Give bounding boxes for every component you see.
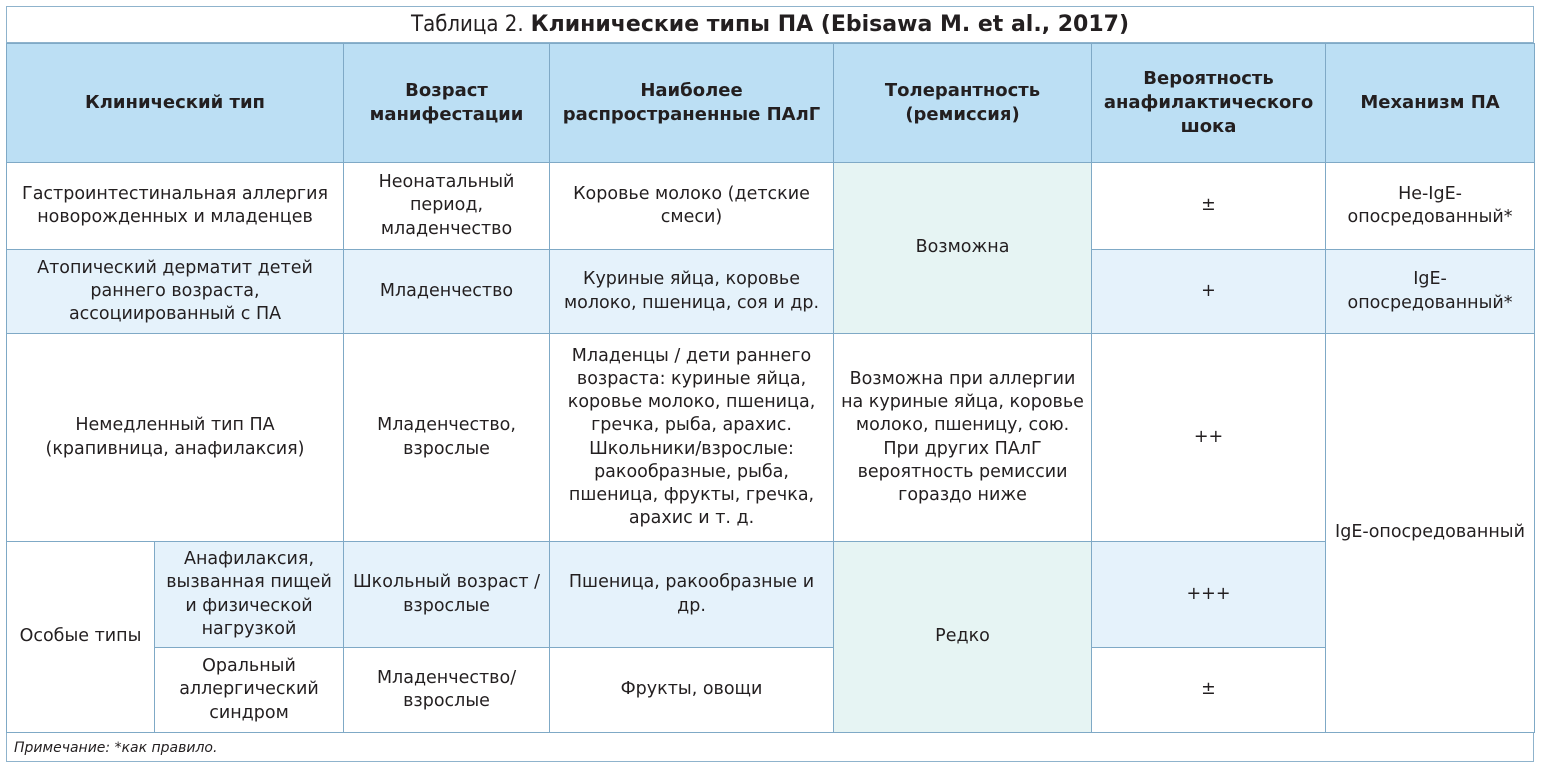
r4-allergens: Пшеница, ракообразные и др. — [550, 542, 834, 648]
r1-age: Неонатальный период, младенчество — [344, 163, 550, 250]
header-clinical-type: Клинический тип — [7, 44, 344, 163]
r2-type: Атопический дерматит детей раннего возраста, ассоциированный с ПА — [7, 250, 344, 334]
table-title-main: Клинические типы ПА (Ebisawa M. et al., 2017) — [530, 11, 1130, 37]
r1-allergens: Коровье молоко (детские смеси) — [550, 163, 834, 250]
r1-mechanism: Не-IgE-опосредованный* — [1326, 163, 1535, 250]
header-row — [7, 44, 1535, 163]
r2-age: Младенчество — [344, 250, 550, 334]
header-age: Возраст манифестации — [344, 44, 550, 163]
r2-allergens: Куриные яйца, коровье молоко, пшеница, соя и др. — [550, 250, 834, 334]
table-row — [7, 163, 1535, 250]
r3-allergens: Младенцы / дети раннего возраста: куриные яйца, коровье молоко, пшеница, гречка, рыба, арахис. Школьники/взрослые: ракообразные, рыба, пшеница, фрукты, гречка, арахис и т. д. — [550, 334, 834, 542]
r3-tolerance: Возможна при аллергии на куриные яйца, коровье молоко, пшеницу, сою. При других ПАлГ вероятность ремиссии гораздо ниже — [834, 334, 1092, 542]
table-row — [7, 250, 1535, 334]
table-row — [7, 648, 1535, 733]
r4-shock: +++ — [1092, 542, 1326, 648]
header-tolerance: Толерантность (ремиссия) — [834, 44, 1092, 163]
r5-type: Оральный аллергический синдром — [155, 648, 344, 733]
clinical-types-table — [6, 43, 1535, 733]
header-allergens: Наиболее распространенные ПАлГ — [550, 44, 834, 163]
table-title-prefix: Таблица 2. — [410, 11, 524, 37]
header-mechanism: Механизм ПА — [1326, 44, 1535, 163]
r1-shock: ± — [1092, 163, 1326, 250]
tolerance-possible: Возможна — [834, 163, 1092, 334]
table-footnote: Примечание: *как правило. — [6, 732, 1534, 762]
r2-shock: + — [1092, 250, 1326, 334]
r4-type: Анафилаксия, вызванная пищей и физической нагрузкой — [155, 542, 344, 648]
special-types-label: Особые типы — [7, 542, 155, 733]
r3-type: Немедленный тип ПА (крапивница, анафилаксия) — [7, 334, 344, 542]
tolerance-rare: Редко — [834, 542, 1092, 733]
r4-age: Школьный возраст / взрослые — [344, 542, 550, 648]
table-row — [7, 334, 1535, 542]
mechanism-ige: IgE-опосредованный — [1326, 334, 1535, 733]
r3-age: Младенчество, взрослые — [344, 334, 550, 542]
r2-mechanism: IgE-опосредованный* — [1326, 250, 1535, 334]
r5-allergens: Фрукты, овощи — [550, 648, 834, 733]
r3-shock: ++ — [1092, 334, 1326, 542]
table-title — [6, 6, 1534, 43]
r1-type: Гастроинтестинальная аллергия новорожденных и младенцев — [7, 163, 344, 250]
r5-age: Младенчество/ взрослые — [344, 648, 550, 733]
r5-shock: ± — [1092, 648, 1326, 733]
header-shock: Вероятность анафилактического шока — [1092, 44, 1326, 163]
table-row — [7, 542, 1535, 648]
